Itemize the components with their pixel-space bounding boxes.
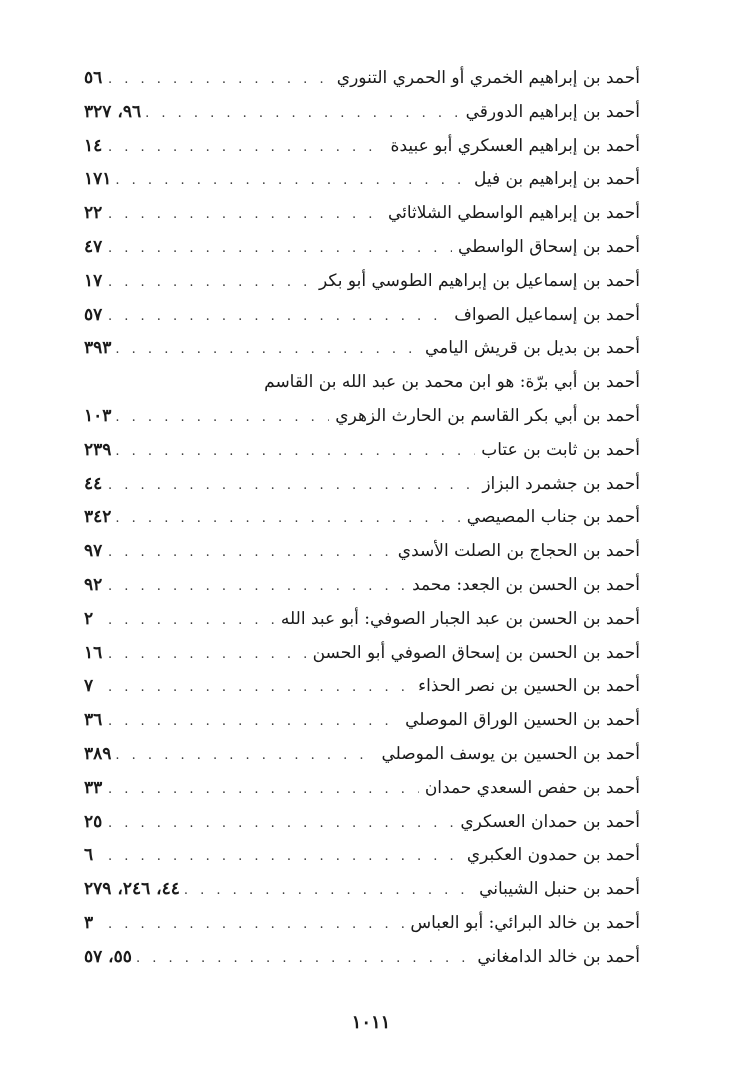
entry-name: أحمد بن خالد الدامغاني bbox=[477, 946, 640, 967]
entry-pages: ٦ bbox=[84, 845, 94, 866]
index-entry bbox=[84, 704, 640, 738]
entry-pages: ٣٨٩ bbox=[84, 743, 112, 764]
entry-pages: ٥٥، ٥٧ bbox=[84, 946, 132, 967]
dot-leader bbox=[104, 773, 419, 807]
entry-name: أحمد بن الحسين بن يوسف الموصلي bbox=[381, 743, 640, 764]
entry-pages: ٢٥ bbox=[84, 811, 103, 832]
dot-leader bbox=[104, 671, 412, 705]
entry-name: أحمد بن حمدون العكبري bbox=[466, 845, 640, 866]
entry-pages: ٣٦ bbox=[84, 710, 103, 731]
index-entry bbox=[84, 434, 640, 468]
dot-leader bbox=[104, 908, 404, 942]
index-entry bbox=[84, 197, 640, 231]
entry-pages: ٤٤ bbox=[84, 473, 103, 494]
entry-pages: ٢٢ bbox=[84, 203, 103, 224]
index-entry bbox=[84, 738, 640, 772]
entry-name: أحمد بن الحجاج بن الصلت الأسدي bbox=[397, 541, 640, 562]
dot-leader bbox=[111, 164, 468, 198]
dot-leader bbox=[104, 536, 392, 570]
dot-leader bbox=[111, 401, 329, 435]
dot-leader bbox=[141, 97, 460, 131]
entry-pages: ٣٤٢ bbox=[84, 507, 112, 528]
index-entry bbox=[84, 400, 640, 434]
entry-pages: ١٤ bbox=[84, 135, 103, 156]
entry-pages: ٥٧ bbox=[84, 304, 103, 325]
entry-pages: ٤٤، ٢٤٦، ٢٧٩ bbox=[84, 879, 180, 900]
entry-name: أحمد بن إبراهيم الخمري أو الحمري التنوري bbox=[336, 68, 640, 88]
entry-name: أحمد بن أبي برّة: هو ابن محمد بن عبد الله بن القاسم bbox=[264, 372, 640, 393]
entry-pages: ٢٣٩ bbox=[84, 439, 112, 460]
entry-name: أحمد بن إبراهيم بن فيل bbox=[473, 169, 640, 190]
dot-leader bbox=[104, 198, 382, 232]
entry-pages: ٣٣ bbox=[84, 777, 103, 798]
index-entry bbox=[84, 231, 640, 265]
entry-name: أحمد بن بديل بن قريش اليامي bbox=[424, 338, 640, 359]
index-entry bbox=[84, 670, 640, 704]
entry-name: أحمد بن جشمرد البزاز bbox=[482, 473, 640, 494]
entry-pages: ١٠٣ bbox=[84, 405, 112, 426]
entry-name: أحمد بن ثابت بن عتاب bbox=[481, 439, 640, 460]
entry-pages: ٥٦ bbox=[84, 68, 103, 88]
index-entry bbox=[84, 299, 640, 333]
index-entry bbox=[84, 130, 640, 164]
entry-name: أحمد بن الحسن بن عبد الجبار الصوفي: أبو عبد الله bbox=[280, 608, 640, 629]
index-entry bbox=[84, 839, 640, 873]
entry-name: أحمد بن إبراهيم الدورقي bbox=[465, 101, 640, 122]
index-list bbox=[84, 62, 640, 975]
entry-name: أحمد بن إبراهيم الواسطي الشلاثائي bbox=[387, 203, 640, 224]
index-entry bbox=[84, 772, 640, 806]
entry-name: أحمد بن الحسين الوراق الموصلي bbox=[405, 710, 640, 731]
entry-pages: ٢ bbox=[84, 608, 94, 629]
entry-pages: ٤٧ bbox=[84, 236, 103, 257]
dot-leader bbox=[104, 570, 406, 604]
dot-leader bbox=[111, 502, 460, 536]
index-entry bbox=[84, 265, 640, 299]
dot-leader bbox=[111, 739, 375, 773]
entry-name: أحمد بن حفص السعدي حمدان bbox=[424, 777, 640, 798]
index-entry bbox=[84, 468, 640, 502]
dot-leader bbox=[104, 300, 448, 334]
index-entry bbox=[84, 501, 640, 535]
entry-pages: ٩٢ bbox=[84, 574, 103, 595]
dot-leader bbox=[180, 874, 473, 908]
entry-name: أحمد بن إسماعيل بن إبراهيم الطوسي أبو بكر bbox=[318, 270, 640, 291]
index-entry bbox=[84, 569, 640, 603]
entry-pages: ٩٦، ٣٢٧ bbox=[84, 101, 142, 122]
entry-pages: ١٦ bbox=[84, 642, 103, 663]
entry-pages: ٣ bbox=[84, 912, 94, 933]
entry-name: أحمد بن الحسن بن الجعد: محمد bbox=[412, 574, 640, 595]
entry-name: أحمد بن خالد البرائي: أبو العباس bbox=[410, 912, 640, 933]
entry-name: أحمد بن إبراهيم العسكري أبو عبيدة bbox=[390, 135, 640, 156]
index-entry bbox=[84, 62, 640, 96]
entry-name: أحمد بن إسماعيل الصواف bbox=[454, 304, 640, 325]
entry-name: أحمد بن الحسن بن إسحاق الصوفي أبو الحسن bbox=[312, 642, 640, 663]
entry-name: أحمد بن إسحاق الواسطي bbox=[458, 236, 640, 257]
dot-leader bbox=[104, 131, 385, 165]
dot-leader bbox=[104, 604, 275, 638]
index-entry bbox=[84, 637, 640, 671]
index-entry bbox=[84, 907, 640, 941]
index-entry bbox=[84, 332, 640, 366]
dot-leader bbox=[111, 333, 419, 367]
dot-leader bbox=[104, 63, 331, 97]
entry-pages: ٩٧ bbox=[84, 541, 103, 562]
dot-leader bbox=[111, 435, 475, 469]
index-entry bbox=[84, 535, 640, 569]
index-entry bbox=[84, 806, 640, 840]
index-entry bbox=[84, 603, 640, 637]
entry-pages: ٧ bbox=[84, 676, 94, 697]
index-entry bbox=[84, 366, 640, 400]
dot-leader bbox=[104, 807, 454, 841]
entry-name: أحمد بن جناب المصيصي bbox=[466, 507, 640, 528]
dot-leader bbox=[104, 840, 461, 874]
entry-name: أحمد بن حنبل الشيباني bbox=[479, 879, 640, 900]
dot-leader bbox=[104, 638, 307, 672]
dot-leader bbox=[104, 266, 313, 300]
dot-leader bbox=[132, 942, 471, 976]
dot-leader bbox=[104, 705, 399, 739]
entry-pages: ١٧ bbox=[84, 270, 103, 291]
entry-pages: ٣٩٣ bbox=[84, 338, 112, 359]
entry-name: أحمد بن حمدان العسكري bbox=[460, 811, 640, 832]
index-entry bbox=[84, 873, 640, 907]
entry-name: أحمد بن الحسين بن نصر الحذاء bbox=[418, 676, 640, 697]
index-entry bbox=[84, 163, 640, 197]
dot-leader bbox=[104, 469, 476, 503]
entry-name: أحمد بن أبي بكر القاسم بن الحارث الزهري bbox=[335, 405, 640, 426]
dot-leader bbox=[104, 232, 452, 266]
entry-pages: ١٧١ bbox=[84, 169, 112, 190]
index-entry bbox=[84, 941, 640, 975]
index-entry bbox=[84, 96, 640, 130]
page-number: ١٠١١ bbox=[351, 1012, 391, 1033]
